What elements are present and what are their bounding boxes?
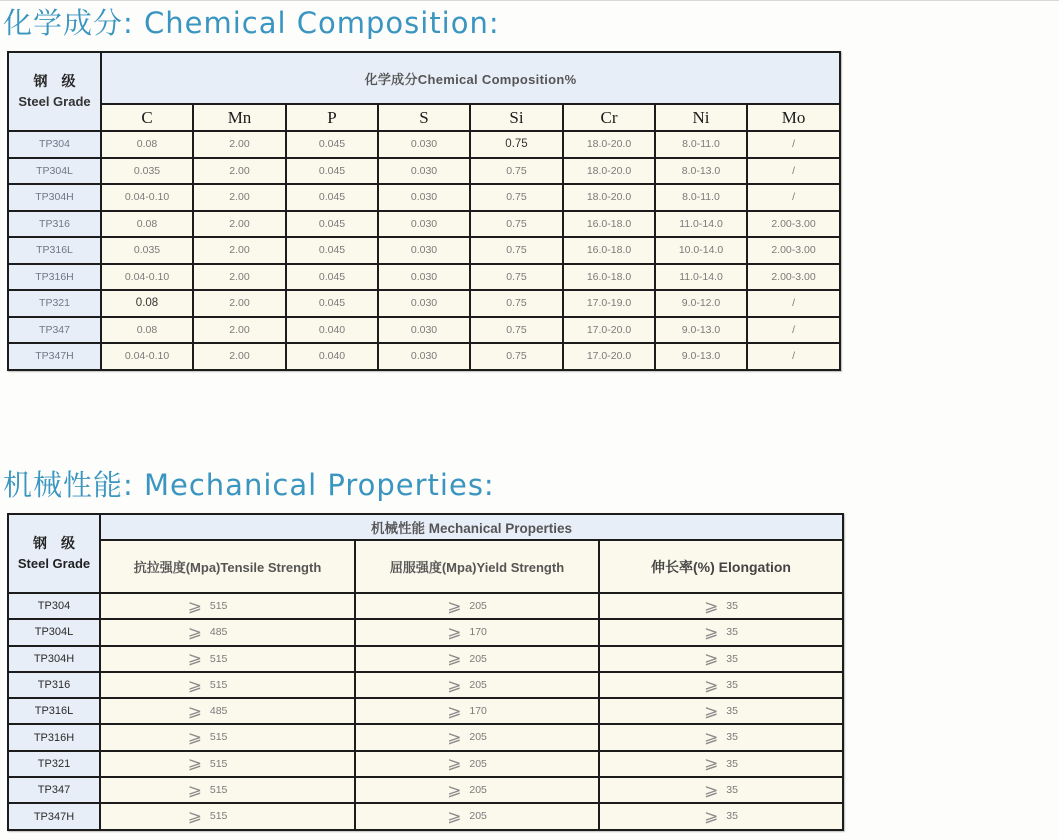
greater-or-equal-icon: ⩾ — [447, 702, 462, 721]
element-value-cr: 17.0-19.0 — [563, 290, 655, 317]
tensile-value: 515 — [209, 600, 228, 613]
element-value-si: 0.75 — [470, 211, 563, 238]
element-value-c: 0.08 — [101, 317, 193, 344]
element-value-mo: 2.00-3.00 — [747, 237, 840, 264]
table-row — [8, 803, 843, 829]
element-value-c: 0.08 — [101, 131, 193, 158]
element-value-c: 0.08 — [101, 211, 193, 238]
tensile-value-cell — [100, 619, 355, 645]
element-value-si: 0.75 — [470, 131, 563, 158]
table-row — [8, 646, 843, 672]
greater-or-equal-icon: ⩾ — [447, 754, 462, 773]
element-value-si: 0.75 — [470, 237, 563, 264]
greater-or-equal-icon: ⩾ — [704, 807, 719, 826]
tensile-value: 515 — [209, 679, 228, 692]
tensile-value: 515 — [209, 757, 228, 770]
steel-grade-cell: TP321 — [8, 290, 101, 317]
element-value-cr: 16.0-18.0 — [563, 237, 655, 264]
chemical-composition-table — [7, 51, 841, 371]
element-header-cr: Cr — [563, 104, 655, 131]
element-value-mn: 2.00 — [193, 264, 286, 291]
element-value-mo: / — [747, 317, 840, 344]
yield-value: 205 — [469, 679, 487, 692]
yield-value: 205 — [469, 810, 487, 823]
table-row — [8, 317, 840, 344]
steel-grade-cell: TP347 — [8, 317, 101, 344]
element-value-s: 0.030 — [378, 184, 470, 211]
element-header-si: Si — [470, 104, 563, 131]
yield-value-cell — [355, 619, 599, 645]
element-value-p: 0.045 — [286, 158, 378, 185]
steel-grade-cell: TP304H — [8, 184, 101, 211]
element-header-mn: Mn — [193, 104, 286, 131]
element-value-c: 0.035 — [101, 237, 193, 264]
element-value-mo: / — [747, 158, 840, 185]
yield-value: 205 — [469, 600, 487, 613]
element-value-cr: 16.0-18.0 — [563, 211, 655, 238]
tensile-value-cell — [100, 672, 355, 698]
element-value-cr: 17.0-20.0 — [563, 343, 655, 370]
yield-value-cell — [355, 593, 599, 619]
table-row — [8, 131, 840, 158]
element-value-c: 0.08 — [101, 290, 193, 317]
element-value-p: 0.045 — [286, 264, 378, 291]
steel-grade-header-cn: 钢级 — [33, 534, 89, 551]
greater-or-equal-icon: ⩾ — [704, 676, 719, 695]
tensile-value: 515 — [209, 652, 228, 665]
greater-or-equal-icon: ⩾ — [187, 754, 202, 773]
element-header-p: P — [286, 104, 378, 131]
greater-or-equal-icon: ⩾ — [187, 781, 202, 800]
element-header-ni: Ni — [655, 104, 747, 131]
elongation-value-cell — [599, 803, 843, 829]
yield-value: 170 — [469, 626, 487, 639]
elongation-value-cell — [599, 619, 843, 645]
element-value-mo: / — [747, 290, 840, 317]
element-value-mo: / — [747, 343, 840, 370]
table-row — [8, 751, 843, 777]
mechanical-table-body — [8, 593, 843, 830]
chemical-table-body — [8, 131, 840, 370]
steel-grade-cell: TP316 — [8, 211, 101, 238]
element-header-mo: Mo — [747, 104, 840, 131]
steel-grade-cell: TP347 — [8, 777, 100, 803]
greater-or-equal-icon: ⩾ — [704, 781, 719, 800]
element-value-s: 0.030 — [378, 158, 470, 185]
yield-strength-header: 屈服强度(Mpa)Yield Strength — [355, 540, 599, 593]
element-value-si: 0.75 — [470, 158, 563, 185]
element-value-cr: 18.0-20.0 — [563, 158, 655, 185]
greater-or-equal-icon: ⩾ — [447, 623, 462, 642]
element-value-cr: 16.0-18.0 — [563, 264, 655, 291]
yield-value-cell — [355, 672, 599, 698]
elongation-value-cell — [599, 777, 843, 803]
greater-or-equal-icon: ⩾ — [704, 702, 719, 721]
yield-value-cell — [355, 698, 599, 724]
element-value-ni: 8.0-11.0 — [655, 131, 747, 158]
table-row — [8, 290, 840, 317]
elongation-header: 伸长率(%) Elongation — [599, 540, 843, 593]
mechanical-properties-table — [7, 513, 844, 831]
element-value-si: 0.75 — [470, 264, 563, 291]
table-row — [8, 777, 843, 803]
element-header-row — [8, 104, 840, 131]
element-value-s: 0.030 — [378, 317, 470, 344]
steel-grade-cell: TP316H — [8, 724, 100, 750]
yield-value-cell — [355, 724, 599, 750]
greater-or-equal-icon: ⩾ — [447, 807, 462, 826]
element-value-ni: 11.0-14.0 — [655, 211, 747, 238]
elongation-value-cell — [599, 672, 843, 698]
greater-or-equal-icon: ⩾ — [187, 623, 202, 642]
steel-grade-cell: TP347H — [8, 343, 101, 370]
greater-or-equal-icon: ⩾ — [187, 597, 202, 616]
tensile-value: 515 — [209, 784, 228, 797]
element-value-p: 0.045 — [286, 211, 378, 238]
elongation-value: 35 — [726, 810, 738, 823]
greater-or-equal-icon: ⩾ — [704, 597, 719, 616]
steel-grade-cell: TP321 — [8, 751, 100, 777]
elongation-value: 35 — [726, 679, 738, 692]
greater-or-equal-icon: ⩾ — [447, 649, 462, 668]
elongation-value-cell — [599, 724, 843, 750]
steel-grade-cell: TP316 — [8, 672, 100, 698]
steel-grade-cell: TP304 — [8, 593, 100, 619]
tensile-value-cell — [100, 777, 355, 803]
chemical-composition-title: 化学成分: Chemical Composition: — [3, 6, 500, 40]
steel-grade-header-cn: 钢级 — [33, 73, 90, 90]
tensile-strength-header: 抗拉强度(Mpa)Tensile Strength — [100, 540, 355, 593]
steel-grade-cell: TP304L — [8, 158, 101, 185]
element-value-mo: / — [747, 184, 840, 211]
element-value-c: 0.035 — [101, 158, 193, 185]
greater-or-equal-icon: ⩾ — [187, 728, 202, 747]
element-value-si: 0.75 — [470, 290, 563, 317]
tensile-value-cell — [100, 593, 355, 619]
element-value-c: 0.04-0.10 — [101, 343, 193, 370]
element-value-mn: 2.00 — [193, 184, 286, 211]
element-value-mn: 2.00 — [193, 131, 286, 158]
yield-value: 205 — [469, 757, 487, 770]
elongation-value-cell — [599, 593, 843, 619]
element-value-si: 0.75 — [470, 317, 563, 344]
yield-value-cell — [355, 803, 599, 829]
tensile-value-cell — [100, 724, 355, 750]
tensile-value-cell — [100, 803, 355, 829]
greater-or-equal-icon: ⩾ — [187, 702, 202, 721]
yield-value-cell — [355, 751, 599, 777]
tensile-value-cell — [100, 751, 355, 777]
element-value-p: 0.045 — [286, 290, 378, 317]
tensile-value: 485 — [209, 705, 228, 718]
table-row — [8, 237, 840, 264]
steel-grade-cell: TP304L — [8, 619, 100, 645]
elongation-value: 35 — [726, 600, 738, 613]
steel-grade-header — [8, 514, 100, 593]
element-value-p: 0.040 — [286, 317, 378, 344]
greater-or-equal-icon: ⩾ — [187, 676, 202, 695]
table-row — [8, 619, 843, 645]
mechanical-properties-super-header: 机械性能 Mechanical Properties — [100, 514, 843, 540]
yield-value: 205 — [469, 731, 487, 744]
element-value-ni: 10.0-14.0 — [655, 237, 747, 264]
steel-grade-cell: TP316H — [8, 264, 101, 291]
element-value-mo: 2.00-3.00 — [747, 211, 840, 238]
element-value-si: 0.75 — [470, 343, 563, 370]
elongation-value: 35 — [726, 731, 738, 744]
greater-or-equal-icon: ⩾ — [447, 597, 462, 616]
elongation-value-cell — [599, 698, 843, 724]
element-value-s: 0.030 — [378, 264, 470, 291]
element-value-mn: 2.00 — [193, 290, 286, 317]
table-row — [8, 264, 840, 291]
table-row — [8, 724, 843, 750]
element-value-ni: 9.0-12.0 — [655, 290, 747, 317]
element-value-s: 0.030 — [378, 131, 470, 158]
element-value-p: 0.045 — [286, 237, 378, 264]
steel-grade-cell: TP347H — [8, 803, 100, 829]
element-value-mo: 2.00-3.00 — [747, 264, 840, 291]
elongation-value: 35 — [726, 705, 738, 718]
element-value-s: 0.030 — [378, 343, 470, 370]
greater-or-equal-icon: ⩾ — [704, 754, 719, 773]
element-value-p: 0.040 — [286, 343, 378, 370]
table-row — [8, 698, 843, 724]
steel-grade-cell: TP304H — [8, 646, 100, 672]
table-row — [8, 184, 840, 211]
tensile-value-cell — [100, 646, 355, 672]
steel-grade-header — [8, 52, 101, 131]
greater-or-equal-icon: ⩾ — [447, 781, 462, 800]
element-value-ni: 8.0-11.0 — [655, 184, 747, 211]
element-value-mn: 2.00 — [193, 211, 286, 238]
greater-or-equal-icon: ⩾ — [447, 728, 462, 747]
tensile-value: 515 — [209, 810, 228, 823]
steel-grade-cell: TP316L — [8, 237, 101, 264]
chemical-composition-super-header: 化学成分Chemical Composition% — [101, 52, 840, 104]
elongation-value: 35 — [726, 626, 738, 639]
element-value-s: 0.030 — [378, 211, 470, 238]
greater-or-equal-icon: ⩾ — [704, 728, 719, 747]
element-value-mn: 2.00 — [193, 343, 286, 370]
elongation-value: 35 — [726, 652, 738, 665]
table-row — [8, 158, 840, 185]
elongation-value-cell — [599, 751, 843, 777]
element-value-p: 0.045 — [286, 131, 378, 158]
element-value-s: 0.030 — [378, 237, 470, 264]
tensile-value-cell — [100, 698, 355, 724]
steel-grade-header-en: Steel Grade — [18, 94, 91, 110]
element-value-mn: 2.00 — [193, 317, 286, 344]
element-value-c: 0.04-0.10 — [101, 264, 193, 291]
element-header-s: S — [378, 104, 470, 131]
mechanical-properties-title: 机械性能: Mechanical Properties: — [3, 468, 495, 502]
greater-or-equal-icon: ⩾ — [187, 649, 202, 668]
table-row — [8, 593, 843, 619]
element-value-mn: 2.00 — [193, 237, 286, 264]
greater-or-equal-icon: ⩾ — [704, 649, 719, 668]
elongation-value: 35 — [726, 784, 738, 797]
element-value-ni: 9.0-13.0 — [655, 343, 747, 370]
tensile-value: 515 — [209, 731, 228, 744]
element-header-c: C — [101, 104, 193, 131]
steel-grade-cell: TP316L — [8, 698, 100, 724]
element-value-p: 0.045 — [286, 184, 378, 211]
table-row — [8, 343, 840, 370]
table-row — [8, 672, 843, 698]
yield-value: 205 — [469, 652, 487, 665]
element-value-ni: 11.0-14.0 — [655, 264, 747, 291]
elongation-value-cell — [599, 646, 843, 672]
yield-value: 205 — [469, 784, 487, 797]
element-value-cr: 18.0-20.0 — [563, 184, 655, 211]
elongation-value: 35 — [726, 757, 738, 770]
steel-grade-header-en: Steel Grade — [17, 556, 91, 572]
element-value-s: 0.030 — [378, 290, 470, 317]
tensile-value: 485 — [209, 626, 228, 639]
greater-or-equal-icon: ⩾ — [187, 807, 202, 826]
yield-value-cell — [355, 777, 599, 803]
yield-value-cell — [355, 646, 599, 672]
greater-or-equal-icon: ⩾ — [704, 623, 719, 642]
element-value-ni: 8.0-13.0 — [655, 158, 747, 185]
greater-or-equal-icon: ⩾ — [447, 676, 462, 695]
element-value-mn: 2.00 — [193, 158, 286, 185]
element-value-cr: 17.0-20.0 — [563, 317, 655, 344]
element-value-mo: / — [747, 131, 840, 158]
yield-value: 170 — [469, 705, 487, 718]
element-value-c: 0.04-0.10 — [101, 184, 193, 211]
element-value-ni: 9.0-13.0 — [655, 317, 747, 344]
table-row — [8, 211, 840, 238]
element-value-cr: 18.0-20.0 — [563, 131, 655, 158]
element-value-si: 0.75 — [470, 184, 563, 211]
steel-grade-cell: TP304 — [8, 131, 101, 158]
